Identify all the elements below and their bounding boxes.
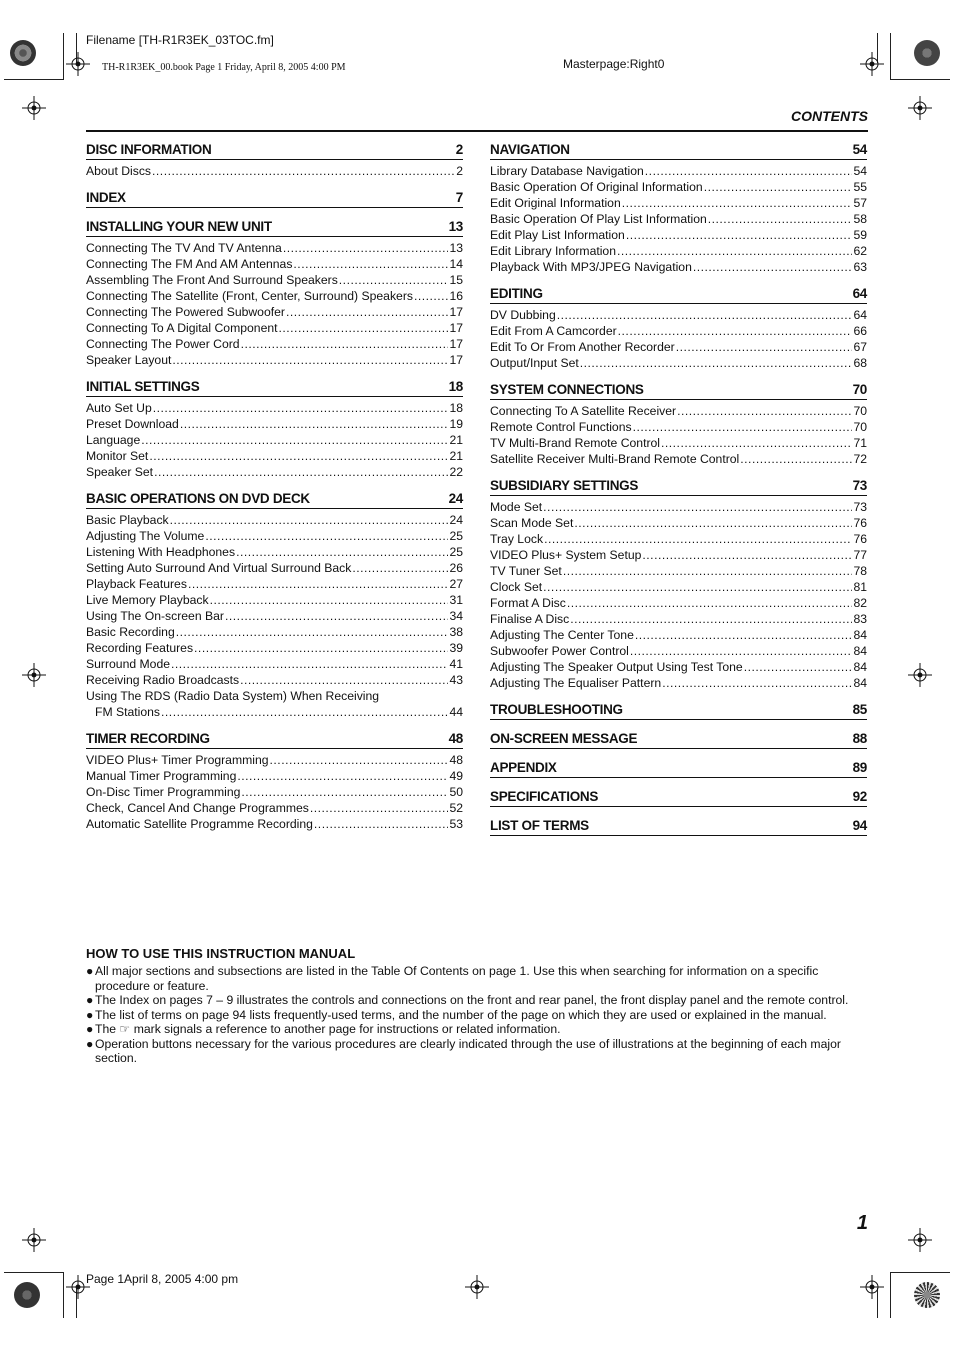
registration-mark-icon xyxy=(908,96,932,120)
toc-entry: Connecting The Power Cord ..... 17 xyxy=(86,336,463,352)
toc-entry: FM Stations ..... 44 xyxy=(86,704,463,720)
section-heading: APPENDIX 89 xyxy=(490,758,867,778)
toc-entry: Basic Recording ..... 38 xyxy=(86,624,463,640)
toc-entry: Basic Operation Of Original Information ..... 55 xyxy=(490,179,867,195)
toc-entry: Subwoofer Power Control ..... 84 xyxy=(490,643,867,659)
toc-entry: DV Dubbing ..... 64 xyxy=(490,307,867,323)
toc-entry: Edit Original Information ..... 57 xyxy=(490,195,867,211)
toc-entry: Satellite Receiver Multi-Brand Remote Control ..... 72 xyxy=(490,451,867,467)
section-heading: SUBSIDIARY SETTINGS 73 xyxy=(490,476,867,496)
toc-entry: Connecting The FM And AM Antennas ..... 14 xyxy=(86,256,463,272)
toc-entry: Playback Features ..... 27 xyxy=(86,576,463,592)
toc-entry: Check, Cancel And Change Programmes ..... 52 xyxy=(86,800,463,816)
toc-entry: Mode Set ..... 73 xyxy=(490,499,867,515)
contents-title: CONTENTS xyxy=(791,108,868,124)
color-bar-disc-icon xyxy=(914,1282,940,1308)
toc-entry: On-Disc Timer Programming ..... 50 xyxy=(86,784,463,800)
toc-entry: Edit Library Information ..... 62 xyxy=(490,243,867,259)
section-heading: TIMER RECORDING 48 xyxy=(86,729,463,749)
toc-entry: Auto Set Up ..... 18 xyxy=(86,400,463,416)
toc-entry: Adjusting The Volume ..... 25 xyxy=(86,528,463,544)
toc-entry: Connecting The Powered Subwoofer ..... 17 xyxy=(86,304,463,320)
toc-entry: Speaker Set ..... 22 xyxy=(86,464,463,480)
toc-entry: Receiving Radio Broadcasts ..... 43 xyxy=(86,672,463,688)
masterpage-label: Masterpage:Right0 xyxy=(563,57,665,71)
toc-entry: Using The On-screen Bar ..... 34 xyxy=(86,608,463,624)
toc-entry: Speaker Layout ..... 17 xyxy=(86,352,463,368)
section-heading: INDEX 7 xyxy=(86,188,463,208)
toc-entry: Recording Features ..... 39 xyxy=(86,640,463,656)
section-heading: DISC INFORMATION 2 xyxy=(86,140,463,160)
toc-entry: Assembling The Front And Surround Speakers ..... 15 xyxy=(86,272,463,288)
toc-entry: Adjusting The Center Tone ..... 84 xyxy=(490,627,867,643)
toc-entry: Connecting The TV And TV Antenna ..... 13 xyxy=(86,240,463,256)
toc-entry: Connecting To A Digital Component ..... 17 xyxy=(86,320,463,336)
registration-mark-icon xyxy=(860,1275,884,1299)
toc-entry: Surround Mode ..... 41 xyxy=(86,656,463,672)
toc-entry: Manual Timer Programming ..... 49 xyxy=(86,768,463,784)
filename-label: Filename [TH-R1R3EK_03TOC.fm] xyxy=(86,33,274,47)
section-heading: INITIAL SETTINGS 18 xyxy=(86,377,463,397)
section-heading: SYSTEM CONNECTIONS 70 xyxy=(490,380,867,400)
section-heading: BASIC OPERATIONS ON DVD DECK 24 xyxy=(86,489,463,509)
toc-entry: Setting Auto Surround And Virtual Surround Back ..... 26 xyxy=(86,560,463,576)
how-to-bullet: ● The ☞ mark signals a reference to another page for instructions or related information. xyxy=(86,1022,561,1036)
how-to-bullet: ● All major sections and subsections are listed in the Table Of Contents on page 1. Use this when searching for information on a specific procedure or feature. xyxy=(86,964,819,993)
toc-entry: Remote Control Functions ..... 70 xyxy=(490,419,867,435)
how-to-bullet: ● Operation buttons necessary for the various procedures are clearly indicated through the use of illustrations at the beginning of each major section. xyxy=(86,1036,841,1065)
toc-entry: TV Multi-Brand Remote Control ..... 71 xyxy=(490,435,867,451)
toc-entry: Output/Input Set ..... 68 xyxy=(490,355,867,371)
toc-entry: Edit Play List Information ..... 59 xyxy=(490,227,867,243)
book-info-label: TH-R1R3EK_00.book Page 1 Friday, April 8, 2005 4:00 PM xyxy=(102,62,346,73)
toc-entry: About Discs ..... 2 xyxy=(86,163,463,179)
top-rule xyxy=(86,130,868,132)
how-to-section xyxy=(86,946,866,1066)
toc-entry: Using The RDS (Radio Data System) When Receiving xyxy=(86,689,380,703)
toc-entry: VIDEO Plus+ System Setup ..... 77 xyxy=(490,547,867,563)
toc-entry: Scan Mode Set ..... 76 xyxy=(490,515,867,531)
toc-entry: Clock Set ..... 81 xyxy=(490,579,867,595)
toc-entry: Edit To Or From Another Recorder ..... 67 xyxy=(490,339,867,355)
registration-mark-icon xyxy=(66,52,90,76)
color-bar-disc-icon xyxy=(14,1282,40,1308)
toc-entry: Format A Disc ..... 82 xyxy=(490,595,867,611)
toc-entry: Playback With MP3/JPEG Navigation ..... 63 xyxy=(490,259,867,275)
registration-mark-icon xyxy=(22,1228,46,1252)
toc-entry: Listening With Headphones ..... 25 xyxy=(86,544,463,560)
toc-entry: Basic Operation Of Play List Information ..... 58 xyxy=(490,211,867,227)
how-to-bullet: ● The list of terms on page 94 lists frequently-used terms, and the number of the page on which they are used or explained in the manual. xyxy=(86,1007,827,1022)
toc-entry: Preset Download ..... 19 xyxy=(86,416,463,432)
toc-entry: Language ..... 21 xyxy=(86,432,463,448)
section-heading: SPECIFICATIONS 92 xyxy=(490,787,867,807)
registration-mark-icon xyxy=(908,663,932,687)
toc-entry: VIDEO Plus+ Timer Programming ..... 48 xyxy=(86,752,463,768)
toc-entry: Connecting To A Satellite Receiver ..... 70 xyxy=(490,403,867,419)
footer-label: Page 1April 8, 2005 4:00 pm xyxy=(86,1272,239,1286)
section-heading: TROUBLESHOOTING 85 xyxy=(490,700,867,720)
section-heading: EDITING 64 xyxy=(490,284,867,304)
toc-entry: Adjusting The Speaker Output Using Test Tone ..... 84 xyxy=(490,659,867,675)
section-heading: INSTALLING YOUR NEW UNIT 13 xyxy=(86,217,463,237)
toc-entry: Library Database Navigation ..... 54 xyxy=(490,163,867,179)
registration-mark-icon xyxy=(465,1275,489,1299)
how-to-bullet: ● The Index on pages 7 – 9 illustrates the controls and connections on the front and rear panel, the front display panel and the remote control. xyxy=(86,993,849,1007)
toc-entry: Monitor Set ..... 21 xyxy=(86,448,463,464)
toc-right-column xyxy=(490,140,867,836)
section-heading: ON-SCREEN MESSAGE 88 xyxy=(490,729,867,749)
toc-entry: Finalise A Disc ..... 83 xyxy=(490,611,867,627)
toc-entry: Basic Playback ..... 24 xyxy=(86,512,463,528)
color-bar-disc-icon xyxy=(10,40,36,66)
registration-mark-icon xyxy=(22,96,46,120)
toc-entry: Tray Lock ..... 76 xyxy=(490,531,867,547)
toc-entry: Connecting The Satellite (Front, Center, Surround) Speakers ..... 16 xyxy=(86,288,463,304)
color-bar-disc-icon xyxy=(914,40,940,66)
section-heading: NAVIGATION 54 xyxy=(490,140,867,160)
toc-entry: Automatic Satellite Programme Recording ..... 53 xyxy=(86,816,463,832)
section-heading: LIST OF TERMS 94 xyxy=(490,816,867,836)
registration-mark-icon xyxy=(860,52,884,76)
toc-entry: Edit From A Camcorder ..... 66 xyxy=(490,323,867,339)
page-number: 1 xyxy=(856,1212,868,1234)
how-to-title: HOW TO USE THIS INSTRUCTION MANUAL xyxy=(86,946,356,961)
toc-left-column xyxy=(86,140,463,832)
registration-mark-icon xyxy=(22,663,46,687)
toc-entry: Live Memory Playback ..... 31 xyxy=(86,592,463,608)
registration-mark-icon xyxy=(908,1228,932,1252)
toc-entry: Adjusting The Equaliser Pattern ..... 84 xyxy=(490,675,867,691)
toc-entry: TV Tuner Set ..... 78 xyxy=(490,563,867,579)
